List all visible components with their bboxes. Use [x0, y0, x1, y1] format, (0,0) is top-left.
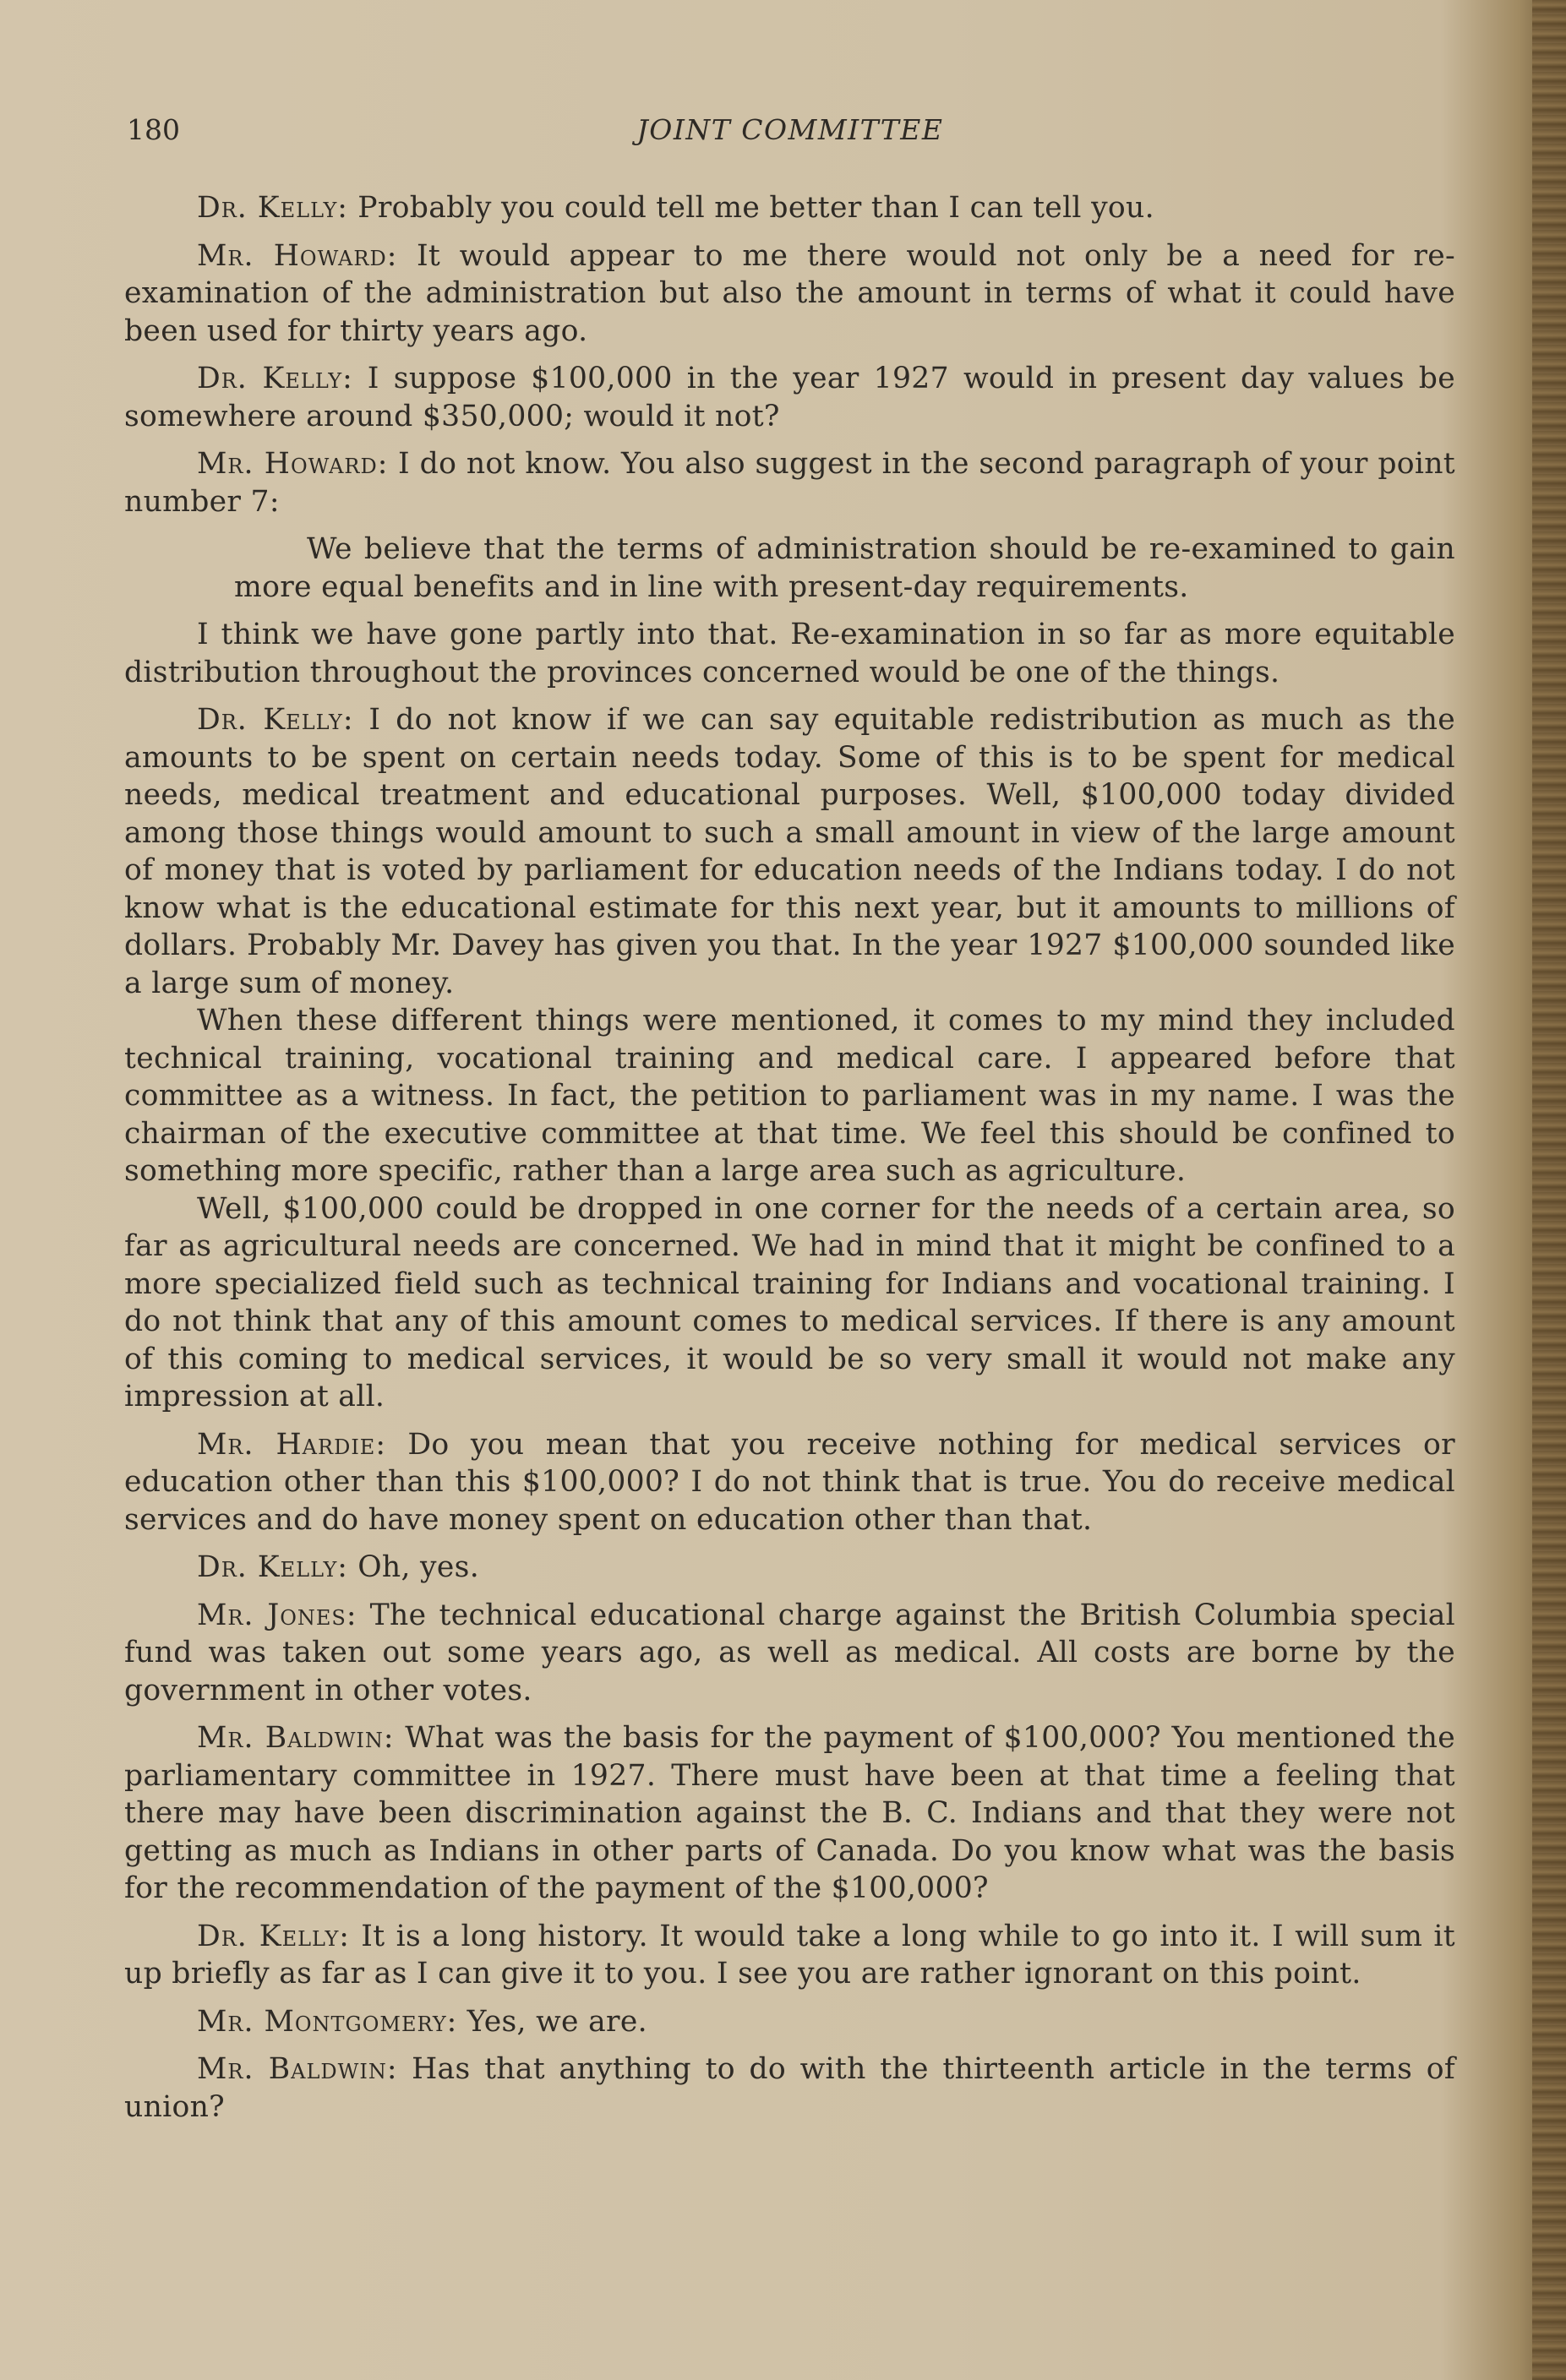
paragraph [124, 1597, 1455, 1710]
paragraph [124, 445, 1455, 520]
paragraph [124, 360, 1455, 435]
book-spine-edge [1532, 0, 1566, 2380]
speaker-name: Mr. Jones: [197, 1598, 357, 1632]
speech-text: Has that anything to do with the thirteenth article in the terms of union? [124, 2052, 1455, 2124]
speech-text: I do not know. You also suggest in the second paragraph of your point number 7: [124, 447, 1455, 519]
paragraph [124, 237, 1455, 351]
speech-text: I think we have gone partly into that. Re-examination in so far as more equitable distribution throughout the provinces concerned would be one of the things. [124, 618, 1455, 689]
speaker-name: Mr. Montgomery: [197, 2004, 458, 2039]
paragraph [124, 1002, 1455, 1190]
page-number: 180 [127, 113, 180, 146]
speech-text: Yes, we are. [457, 2004, 647, 2039]
speaker-name: Dr. Kelly: [197, 1550, 348, 1584]
paragraph [124, 701, 1455, 1002]
speaker-name: Mr. Baldwin: [197, 1721, 395, 1755]
speaker-name: Mr. Howard: [197, 447, 389, 481]
speaker-name: Mr. Hardie: [197, 1427, 386, 1462]
speech-text: It is a long history. It would take a long while to go into it. I will sum it up briefly as far as I can give it to you. I see you are rather ignorant on this point. [124, 1919, 1455, 1991]
paragraph [124, 1426, 1455, 1539]
speech-text: The technical educational charge against the British Columbia special fund was taken out some years ago, as well as medical. All costs are borne by the government in other votes. [124, 1598, 1455, 1707]
paragraph [124, 1190, 1455, 1416]
paragraph [124, 1719, 1455, 1908]
page-header [127, 113, 1454, 155]
speech-text: Probably you could tell me better than I can tell you. [347, 191, 1154, 225]
running-head: JOINT COMMITTEE [636, 113, 944, 146]
speaker-name: Dr. Kelly: [197, 1919, 350, 1953]
speech-text: Well, $100,000 could be dropped in one corner for the needs of a certain area, so far as agricultural needs are concerned. We had in mind that it might be confined to a more specialized field such as technical training for Indians and vocational training. I do not think that any of this amount comes to medical services. If there is any amount of this coming to medical services, it would be so very small it would not make any impression at all. [124, 1191, 1455, 1413]
paragraph [124, 2051, 1455, 2126]
speech-text: When these different things were mentioned, it comes to my mind they included technical training, vocational training and medical care. I appeared before that committee as a witness. In fact, the petition to parliament was in my name. I was the chairman of the executive committee at that time. We feel this should be confined to something more specific, rather than a large area such as agriculture. [124, 1004, 1455, 1188]
paragraph [124, 1549, 1455, 1587]
speaker-name: Mr. Howard: [197, 238, 398, 273]
speech-text: Oh, yes. [347, 1550, 479, 1584]
paragraph [124, 189, 1455, 227]
block-quote [124, 531, 1455, 606]
speech-text: I suppose $100,000 in the year 1927 would in present day values be somewhere around $350,000; would it not? [124, 362, 1455, 433]
paragraph [124, 616, 1455, 691]
speaker-name: Mr. Baldwin: [197, 2052, 398, 2086]
speaker-name: Dr. Kelly: [197, 191, 348, 225]
speech-text: Do you mean that you receive nothing for medical services or education other than this $100,000? I do not think that is true. You do receive medical services and do have money spent on education other than that. [124, 1427, 1455, 1537]
paragraph [124, 1918, 1455, 1993]
paragraph [124, 2003, 1455, 2041]
quote-text: We believe that the terms of administration should be re-examined to gain more equal benefits and in line with present-day requirements. [234, 532, 1455, 604]
speaker-name: Dr. Kelly: [197, 703, 354, 737]
transcript-body [124, 189, 1455, 2136]
speech-text: I do not know if we can say equitable redistribution as much as the amounts to be spent on certain needs today. Some of this is to be spent for medical needs, medical treatment and educational purposes. Well, $100,000 today divided among those things would amount to such a small amount in view of the large amount of money that is voted by parliament for education needs of the Indians today. I do not know what is the educational estimate for this next year, but it amounts to millions of dollars. Probably Mr. Davey has given you that. In the year 1927 $100,000 sounded like a large sum of money. [124, 703, 1455, 1000]
speaker-name: Dr. Kelly: [197, 362, 353, 395]
speech-text: What was the basis for the payment of $100,000? You mentioned the parliamentary committee in 1927. There must have been at that time a feeling that there may have been discrimination against the B. C. Indians and that they were not getting as much as Indians in other parts of Canada. Do you know what was the basis for the recommendation of the payment of the $100,000? [124, 1721, 1456, 1905]
speech-text: It would appear to me there would not only be a need for re-examination of the administration but also the amount in terms of what it could have been used for thirty years ago. [124, 238, 1455, 348]
